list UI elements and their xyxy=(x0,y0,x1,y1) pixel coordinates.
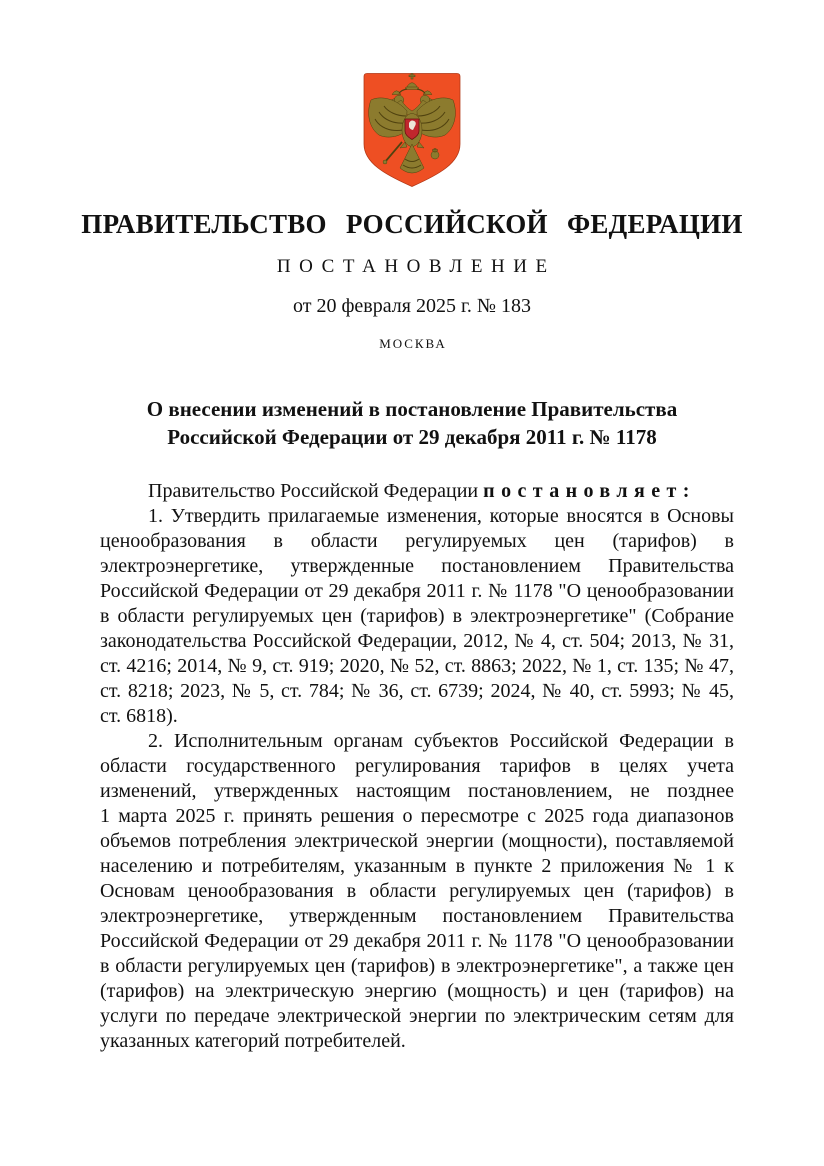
document-title-line1: О внесении изменений в постановление Правительства xyxy=(146,397,678,421)
issuing-authority: ПРАВИТЕЛЬСТВО РОССИЙСКОЙ ФЕДЕРАЦИИ xyxy=(81,209,743,239)
russia-coat-of-arms-icon xyxy=(359,71,465,189)
enacting-clause-verb: постановляет: xyxy=(483,480,696,502)
city-label: МОСКВА xyxy=(379,336,447,351)
enacting-clause-lead: Правительство Российской Федерации xyxy=(148,480,484,502)
date-and-number-line: от 20 февраля 2025 г. № 183 xyxy=(292,295,532,317)
document-title-line2: Российской Федерации от 29 декабря 2011 г. № 1178 xyxy=(167,425,657,449)
document-body xyxy=(100,479,734,1054)
clause-1: 1. Утвердить прилагаемые изменения, которые вносятся в Основы ценообразования в области регулируемых цен (тарифов) в электроэнергетике, утвержденные постановлением Правительства Российской Федерации от 29 декабря 2011 г. № 1178 "О ценообразовании в области регулируемых цен (тарифов) в электроэнергетике" (Собрание законодательства Российской Федерации, 2012, № 4, ст. 504; 2013, № 31, ст. 4216; 2014, № 9, ст. 919; 2020, № 52, ст. 8863; 2022, № 1, ст. 135; № 47, ст. 8218; 2023, № 5, ст. 784; № 36, ст. 6739; 2024, № 40, ст. 5993; № 45, ст. 6818). xyxy=(100,505,734,727)
document-type-label: ПОСТАНОВЛЕНИЕ xyxy=(276,256,556,277)
enacting-clause xyxy=(100,479,734,504)
document-title xyxy=(0,395,824,451)
clause-2: 2. Исполнительным органам субъектов Российской Федерации в области государственного регулирования тарифов в целях учета изменений, утвержденных настоящим постановлением, не позднее 1 марта 2025 г. принять решения о пересмотре с 2025 года диапазонов объемов потребления электрической энергии (мощности), поставляемой населению и потребителям, указанным в пункте 2 приложения № 1 к Основам ценообразования в области регулируемых цен (тарифов) в электроэнергетике, утвержденным постановлением Правительства Российской Федерации от 29 декабря 2011 г. № 1178 "О ценообразовании в области регулируемых цен (тарифов) в электроэнергетике", а также цен (тарифов) на электрическую энергию (мощность) и цен (тарифов) на услуги по передаче электрической энергии по электрическим сетям для указанных категорий потребителей. xyxy=(100,730,734,1052)
